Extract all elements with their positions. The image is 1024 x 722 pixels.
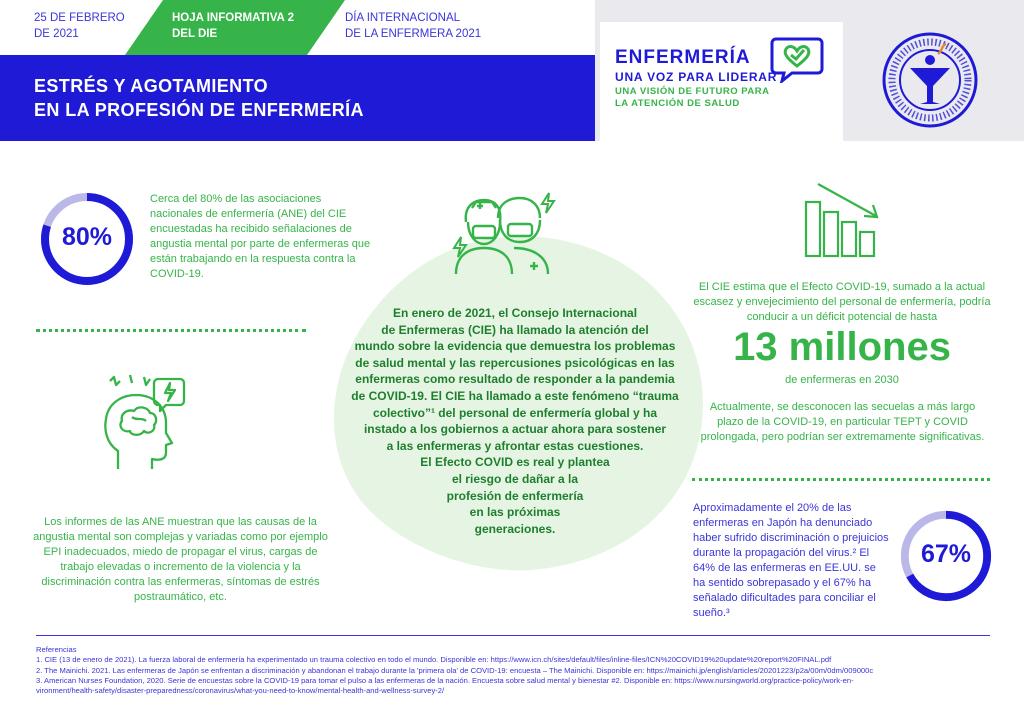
tagline-line: UNA VISIÓN DE FUTURO PARA: [615, 86, 770, 97]
title-line: ESTRÉS Y AGOTAMIENTO: [34, 76, 269, 96]
page-title: [34, 74, 554, 122]
reference-item: 1. CIE (13 de enero de 2021). La fuerza laboral de enfermería ha experimentado un trauma colectivo en todo el mundo. Disponible en: https://www.icn.ch/sites/default/files/inline-files/ICN%20COVID19%20update%20report%20FINAL.pdf: [36, 655, 832, 665]
date-line: DE 2021: [34, 28, 79, 40]
icn-emblem-icon: [880, 30, 980, 130]
statement-line: de COVID-19. El CIE ha llamado a este fenómeno “trauma: [351, 388, 679, 403]
stat-80-value: 80%: [61, 223, 113, 251]
statement-line: instado a los gobiernos a actuar ahora para sostener: [363, 422, 667, 437]
deficit-estimate-text: El CIE estima que el Efecto COVID-19, sumado a la actual escasez y envejecimiento del personal de enfermería, podría conducir a un déficit potencial de hasta: [693, 281, 991, 323]
sheet-line: HOJA INFORMATIVA 2: [172, 12, 295, 24]
date-line: 25 DE FEBRERO: [34, 12, 125, 24]
bar-chart-down-icon: [800, 180, 890, 260]
stat-80-text: Cerca del 80% de las asociaciones nacionales de enfermería (ANE) del CIE encuestadas ha recibido señalaciones de angustia mental por parte de enfermeras que están trabajando en la respuesta contra la COVID-19.: [150, 193, 371, 280]
statement-line: mundo sobre la evidencia que demuestra los problemas: [354, 339, 676, 354]
campaign-logo-title: ENFERMERÍA: [615, 47, 751, 68]
heart-speech-icon: [768, 33, 826, 83]
statement-line: a las enfermeras y afrontar estas cuestiones.: [386, 438, 644, 453]
statement-line: En enero de 2021, el Consejo Internacional: [392, 306, 638, 320]
stat-67-value: 67%: [920, 540, 972, 568]
references-divider: [36, 635, 990, 636]
sheet-line: DEL DIE: [172, 28, 218, 40]
causes-text: Los informes de las ANE muestran que las causas de la angustia mental son complejas y variadas como por ejemplo EPI inadecuados, miedo de propagar el virus, cargas de trabajo elevadas o incremento de la violencia y la discriminación contra las enfermeras, síntomas de estrés postraumático, etc.: [33, 516, 328, 603]
center-statement: [340, 305, 690, 537]
statement-line: El Efecto COVID es real y plantea: [420, 455, 610, 470]
title-line: EN LA PROFESIÓN DE ENFERMERÍA: [34, 100, 364, 120]
day-label: [345, 10, 545, 42]
references-heading: Referencias: [36, 645, 77, 654]
divider: [692, 478, 990, 481]
reference-item: vironment/health-safety/disaster-preparedness/coronavirus/what-you-need-to-know/mental-health-and-wellness-survey-2/: [36, 686, 445, 696]
sheet-label: [172, 10, 322, 42]
statement-line: profesión de enfermería: [446, 488, 584, 503]
statement-line: en las próximas: [469, 505, 561, 520]
tagline-line: LA ATENCIÓN DE SALUD: [615, 98, 740, 109]
statement-line: de Enfermeras (CIE) ha llamado la atención del: [381, 322, 649, 337]
statement-line: el riesgo de dañar a la: [451, 471, 579, 486]
reference-item: 2. The Mainichi. 2021. Las enfermeras de Japón se enfrentan a discriminación y abandonan el trabajo durante la 'primera ola' de COVID-19: encuesta – The Mainichi. Disponible en: https://mainichi.jp/english/articles/20201223/p2a/00m/0dm/009000c: [36, 665, 874, 675]
lightning-icon: [452, 236, 468, 258]
references: [36, 645, 996, 696]
long-term-text: Actualmente, se desconocen las secuelas a más largo plazo de la COVID-19, en particular TEPT y COVID prolongada, pero podrían ser extremamente significativas.: [700, 401, 985, 443]
stressed-head-icon: [100, 373, 190, 473]
statement-line: enfermeras como resultado de responder a la pandemia: [355, 372, 675, 387]
reference-item: 3. American Nurses Foundation, 2020. Serie de encuestas sobre la COVID-19 para tomar el pulso a las enfermeras de la nación. Encuesta sobre salud mental y bienestar #2. Disponible en: https://www.nursingworld.org/practice-policy/work-en-: [36, 675, 854, 685]
stat-67-text: Aproximadamente el 20% de las enfermeras en Japón ha denunciado haber sufrido discriminación o prejuicios durante la propagación del virus.² El 64% de las enfermeras en EE.UU. se ha sentido sobrepasado y el 67% ha señalado dificultades para conciliar el sueño.³: [693, 502, 889, 619]
statement-line: de salud mental y las repercusiones psicológicas en las: [355, 355, 675, 370]
campaign-logo-tagline: [615, 86, 805, 110]
deficit-caption: de enfermeras en 2030: [785, 374, 899, 386]
statement-line: generaciones.: [474, 521, 556, 536]
campaign-logo-subtitle: UNA VOZ PARA LIDERAR: [615, 70, 778, 84]
day-line: DE LA ENFERMERA 2021: [345, 28, 482, 40]
date-label: [34, 10, 144, 42]
divider: [36, 329, 306, 332]
lightning-icon: [540, 192, 556, 214]
day-line: DÍA INTERNACIONAL: [345, 12, 461, 24]
deficit-big-number: 13 millones: [733, 325, 951, 369]
statement-line: colectivo”¹ del personal de enfermería global y ha: [372, 405, 658, 420]
